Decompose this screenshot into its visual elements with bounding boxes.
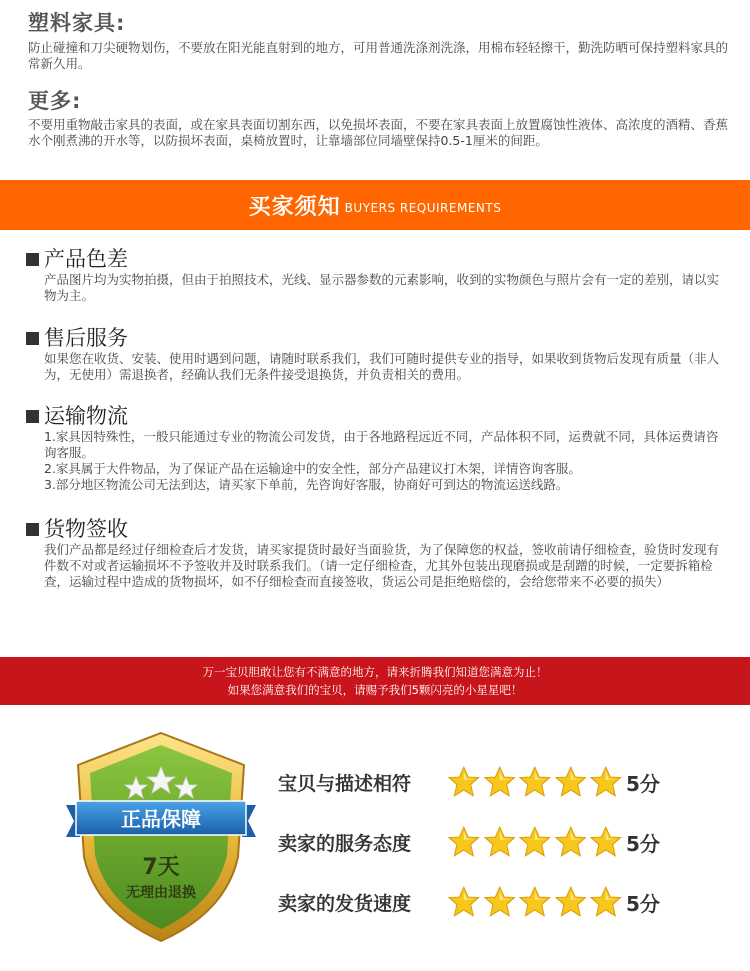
satisfaction-notice-banner	[0, 657, 750, 705]
square-bullet-icon	[26, 410, 39, 423]
rating-label: 卖家的发货速度	[278, 892, 412, 915]
requirement-receipt	[26, 516, 726, 590]
badge-days-text: 7天	[142, 855, 180, 880]
star-icon	[484, 826, 516, 858]
requirement-text: 1.家具因特殊性，一般只能通过专业的物流公司发货，由于各地路程远近不同，产品体积不同，运费就不同，具体运费请咨询客服。	[44, 429, 719, 460]
requirement-text: 我们产品都是经过仔细检查后才发货，请买家提货时最好当面验货，为了保障您的权益，签收前请仔细检查，验货时发现有件数不对或者运输损坏不予签收并及时联系我们。（请一定仔细检查，尤其外包装出现磨损或是刮蹭的时候，一定要拆箱检查，运输过程中造成的货物损坏，如不仔细检查而直接签收，货运公司是拒绝赔偿的，会给您带来不必要的损失）	[44, 542, 720, 589]
star-icon	[555, 826, 587, 858]
star-icon	[519, 766, 551, 798]
care-more-body: 不要用重物敲击家具的表面，或在家具表面切割东西，以免损坏表面，不要在家具表面上放置腐蚀性液体、高浓度的酒精、香蕉水个刚煮沸的开水等，以防损坏表面，桌椅放置时，让靠墙部位同墙壁保持0.5-1厘米的间距。	[28, 117, 729, 148]
star-icon	[484, 766, 516, 798]
care-plastic-section	[28, 10, 728, 72]
rating-stars	[448, 886, 626, 918]
care-more-section	[28, 88, 728, 149]
care-more-title: 更多:	[28, 89, 82, 113]
square-bullet-icon	[26, 332, 39, 345]
rating-label: 卖家的服务态度	[278, 832, 412, 855]
star-icon	[555, 766, 587, 798]
requirement-text: 产品图片均为实物拍摄，但由于拍照技术，光线、显示器参数的元素影响，收到的实物颜色与照片会有一定的差别，请以实物为主。	[44, 272, 720, 303]
requirement-logistics	[26, 403, 726, 493]
rating-row-shipping	[278, 872, 698, 932]
requirement-color-difference	[26, 246, 726, 304]
star-icon	[448, 826, 480, 858]
rating-score: 5分	[626, 891, 660, 916]
shop-ratings	[278, 752, 698, 932]
star-icon	[519, 826, 551, 858]
care-plastic-body: 防止碰撞和刀尖硬物划伤，不要放在阳光能直射到的地方，可用普通洗涤剂洗涤，用棉布轻轻擦干，勤洗防晒可保持塑料家具的常新久用。	[28, 40, 729, 71]
square-bullet-icon	[26, 523, 39, 536]
guarantee-shield-badge	[66, 727, 256, 947]
rating-stars	[448, 766, 626, 798]
requirement-title: 货物签收	[44, 517, 128, 541]
rating-score: 5分	[626, 831, 660, 856]
banner-title-en: BUYERS REQUIREMENTS	[344, 201, 502, 215]
badge-policy-text: 无理由退换	[126, 885, 196, 901]
star-icon	[590, 886, 622, 918]
requirement-title: 售后服务	[44, 326, 128, 350]
buyers-requirements-banner	[0, 180, 750, 230]
rating-score: 5分	[626, 771, 660, 796]
star-icon	[448, 886, 480, 918]
notice-line-1: 万一宝贝胆敢让您有不满意的地方，请来折腾我们知道您满意为止！	[202, 665, 548, 679]
star-icon	[590, 826, 622, 858]
rating-label: 宝贝与描述相符	[278, 772, 412, 795]
requirement-text: 如果您在收货、安装、使用时遇到问题，请随时联系我们，我们可随时提供专业的指导，如果收到货物后发现有质量（非人为，无使用）需退换者，经确认我们无条件接受退换货，并负责相关的费用。	[44, 351, 720, 382]
star-icon	[484, 886, 516, 918]
notice-line-2: 如果您满意我们的宝贝，请赐予我们5颗闪亮的小星星吧！	[227, 683, 523, 697]
badge-ribbon-text: 正品保障	[121, 807, 201, 831]
star-icon	[519, 886, 551, 918]
star-icon	[590, 766, 622, 798]
requirement-after-sales	[26, 325, 726, 383]
rating-stars	[448, 826, 626, 858]
star-icon	[555, 886, 587, 918]
requirement-text: 2.家具属于大件物品，为了保证产品在运输途中的安全性，部分产品建议打木架，详情咨询客服。	[44, 461, 581, 476]
rating-row-service	[278, 812, 698, 872]
square-bullet-icon	[26, 253, 39, 266]
star-icon	[448, 766, 480, 798]
requirement-title: 运输物流	[44, 404, 128, 428]
rating-row-description	[278, 752, 698, 812]
requirement-text: 3.部分地区物流公司无法到达，请买家下单前，先咨询好客服，协商好可到达的物流运送线路。	[44, 477, 569, 492]
banner-title-cn: 买家须知	[248, 194, 341, 220]
care-plastic-title: 塑料家具:	[28, 11, 126, 35]
requirement-title: 产品色差	[44, 247, 128, 271]
